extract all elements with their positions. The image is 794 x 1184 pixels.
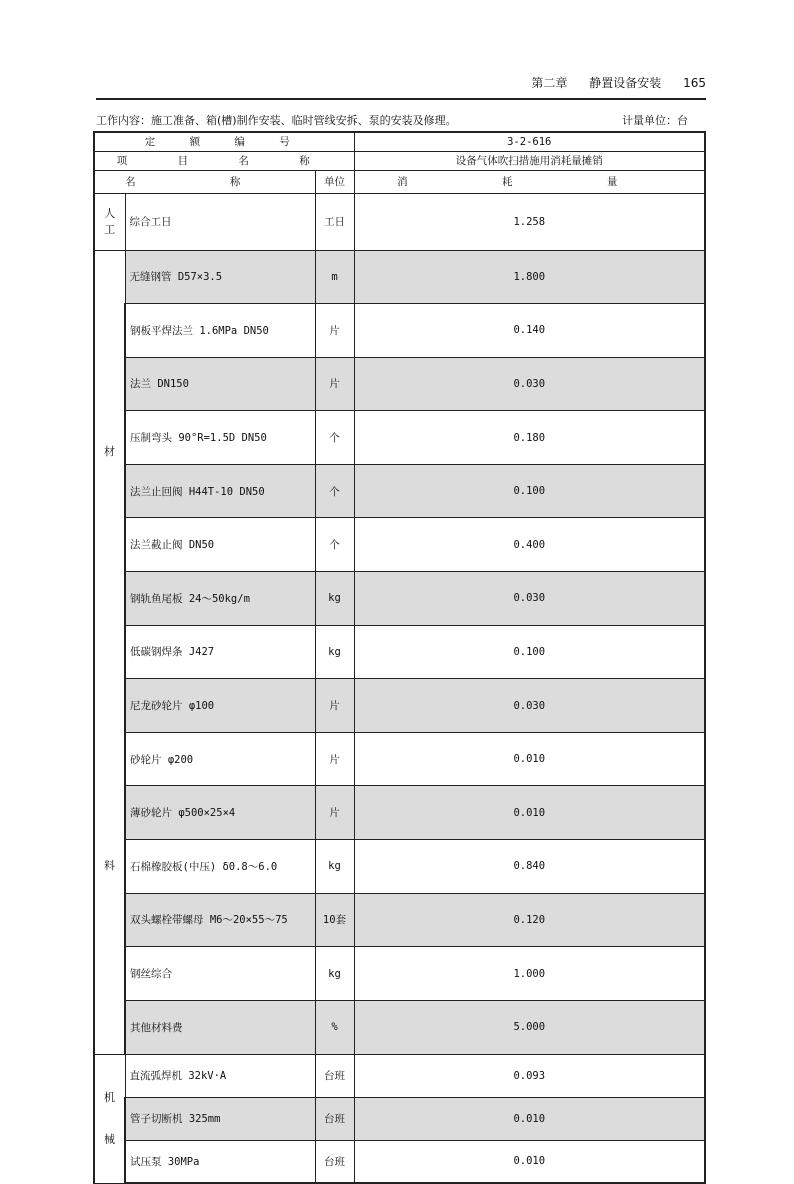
row-name: 尼龙砂轮片 φ100 bbox=[125, 679, 315, 733]
quota-table bbox=[93, 131, 706, 1184]
category-machinery-top: 机 bbox=[104, 1090, 115, 1104]
item-name-value: 设备气体吹扫措施用消耗量摊销 bbox=[354, 151, 705, 170]
category-machinery bbox=[94, 1054, 125, 1183]
quota-number-value: 3-2-616 bbox=[354, 132, 705, 151]
row-name: 砂轮片 φ200 bbox=[125, 732, 315, 786]
row-unit: 个 bbox=[315, 464, 354, 518]
row-name: 管子切断机 325mm bbox=[125, 1097, 315, 1140]
chapter-label: 第二章 bbox=[531, 76, 568, 90]
col-header-qty: 消 耗 量 bbox=[354, 170, 705, 193]
row-qty: 1.000 bbox=[354, 947, 705, 1001]
row-qty: 1.800 bbox=[354, 250, 705, 304]
row-qty: 0.840 bbox=[354, 840, 705, 894]
row-unit: 台班 bbox=[315, 1140, 354, 1183]
row-name: 双头螺栓带螺母 M6～20×55～75 bbox=[125, 893, 315, 947]
row-unit: % bbox=[315, 1000, 354, 1054]
row-name: 压制弯头 90°R=1.5D DN50 bbox=[125, 411, 315, 465]
row-unit: kg bbox=[315, 572, 354, 626]
row-qty: 0.030 bbox=[354, 679, 705, 733]
row-unit: 个 bbox=[315, 411, 354, 465]
row-qty: 0.100 bbox=[354, 464, 705, 518]
row-unit: 台班 bbox=[315, 1054, 354, 1097]
row-name: 法兰截止阀 DN50 bbox=[125, 518, 315, 572]
category-materials bbox=[94, 250, 125, 1054]
table-row bbox=[94, 1000, 705, 1054]
section-title: 静置设备安装 bbox=[589, 76, 662, 90]
category-materials-top: 材 bbox=[104, 444, 115, 458]
table-row bbox=[94, 893, 705, 947]
row-qty: 0.120 bbox=[354, 893, 705, 947]
row-name: 综合工日 bbox=[125, 193, 315, 250]
row-name: 直流弧焊机 32kV·A bbox=[125, 1054, 315, 1097]
work-content-line bbox=[96, 114, 688, 128]
row-name: 法兰止回阀 H44T-10 DN50 bbox=[125, 464, 315, 518]
table-row bbox=[94, 840, 705, 894]
row-name: 石棉橡胶板(中压) δ0.8～6.0 bbox=[125, 840, 315, 894]
table-row bbox=[94, 518, 705, 572]
table-row bbox=[94, 1097, 705, 1140]
col-header-unit: 单位 bbox=[315, 170, 354, 193]
table-row bbox=[94, 625, 705, 679]
row-unit: 片 bbox=[315, 679, 354, 733]
row-qty: 0.400 bbox=[354, 518, 705, 572]
table-row bbox=[94, 250, 705, 304]
row-unit: 片 bbox=[315, 357, 354, 411]
row-unit: m bbox=[315, 250, 354, 304]
table-row bbox=[94, 411, 705, 465]
table-row bbox=[94, 357, 705, 411]
row-name: 法兰 DN150 bbox=[125, 357, 315, 411]
table-row bbox=[94, 732, 705, 786]
row-qty: 5.000 bbox=[354, 1000, 705, 1054]
row-qty: 0.030 bbox=[354, 572, 705, 626]
quota-number-label: 定 额 编 号 bbox=[94, 132, 354, 151]
row-unit: 工日 bbox=[315, 193, 354, 250]
category-materials-bottom: 料 bbox=[104, 858, 115, 872]
row-unit: 片 bbox=[315, 304, 354, 358]
measure-unit: 计量单位：台 bbox=[622, 114, 688, 127]
row-name: 其他材料费 bbox=[125, 1000, 315, 1054]
row-unit: kg bbox=[315, 625, 354, 679]
row-qty: 1.258 bbox=[354, 193, 705, 250]
row-name: 钢丝综合 bbox=[125, 947, 315, 1001]
row-qty: 0.010 bbox=[354, 1140, 705, 1183]
row-unit: 片 bbox=[315, 732, 354, 786]
row-name: 试压泵 30MPa bbox=[125, 1140, 315, 1183]
table-row bbox=[94, 304, 705, 358]
row-unit: 10套 bbox=[315, 893, 354, 947]
table-row bbox=[94, 464, 705, 518]
row-qty: 0.180 bbox=[354, 411, 705, 465]
category-machinery-bottom: 械 bbox=[104, 1132, 115, 1146]
row-qty: 0.010 bbox=[354, 1097, 705, 1140]
row-qty: 0.010 bbox=[354, 786, 705, 840]
quota-number-row bbox=[94, 132, 705, 151]
row-qty: 0.030 bbox=[354, 357, 705, 411]
row-qty: 0.093 bbox=[354, 1054, 705, 1097]
table-row bbox=[94, 1054, 705, 1097]
category-labor bbox=[94, 193, 125, 250]
table-row bbox=[94, 193, 705, 250]
category-labor-label: 人工 bbox=[104, 206, 116, 236]
row-unit: 片 bbox=[315, 786, 354, 840]
table-row bbox=[94, 572, 705, 626]
item-name-row bbox=[94, 151, 705, 170]
item-name-label: 项 目 名 称 bbox=[94, 151, 354, 170]
row-unit: kg bbox=[315, 947, 354, 1001]
page-number: 165 bbox=[683, 76, 706, 90]
row-name: 薄砂轮片 φ500×25×4 bbox=[125, 786, 315, 840]
row-qty: 0.100 bbox=[354, 625, 705, 679]
row-name: 钢板平焊法兰 1.6MPa DN50 bbox=[125, 304, 315, 358]
table-row bbox=[94, 947, 705, 1001]
work-content-text: 工作内容：施工准备、箱(槽)制作安装、临时管线安拆、泵的安装及修理。 bbox=[96, 114, 457, 127]
row-name: 无缝钢管 D57×3.5 bbox=[125, 250, 315, 304]
row-unit: 个 bbox=[315, 518, 354, 572]
row-qty: 0.140 bbox=[354, 304, 705, 358]
column-header-row bbox=[94, 170, 705, 193]
table-row bbox=[94, 1140, 705, 1183]
table-row bbox=[94, 679, 705, 733]
row-unit: 台班 bbox=[315, 1097, 354, 1140]
running-header bbox=[96, 74, 706, 100]
row-unit: kg bbox=[315, 840, 354, 894]
row-qty: 0.010 bbox=[354, 732, 705, 786]
row-name: 低碳钢焊条 J427 bbox=[125, 625, 315, 679]
table-row bbox=[94, 786, 705, 840]
col-header-name: 名 称 bbox=[94, 170, 315, 193]
row-name: 钢轨鱼尾板 24～50kg/m bbox=[125, 572, 315, 626]
